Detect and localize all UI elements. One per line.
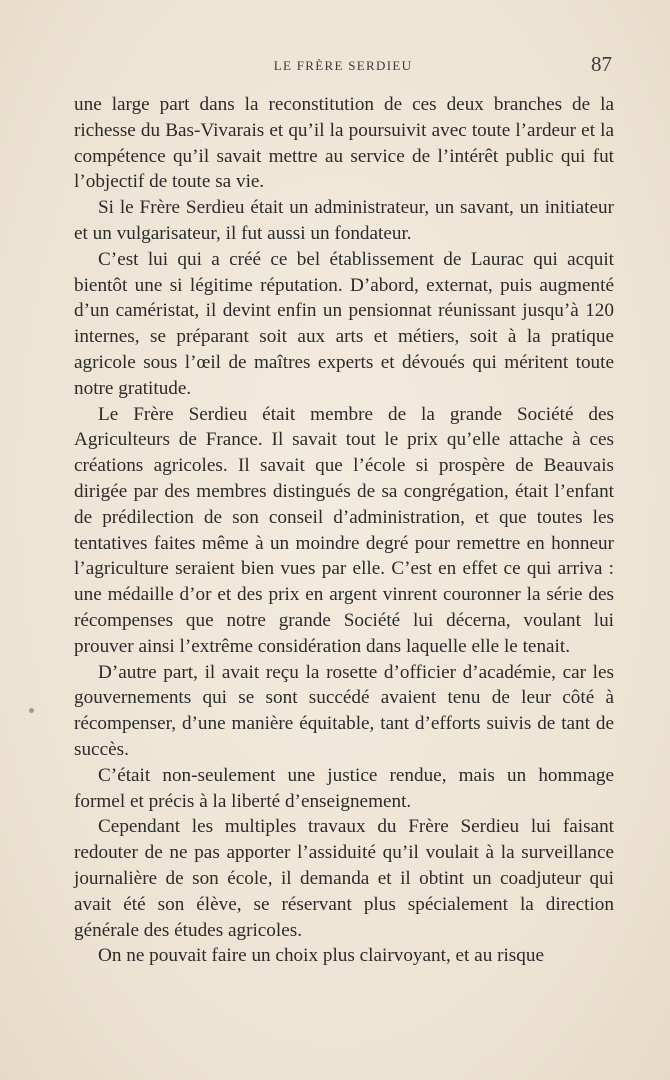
paragraph: D’autre part, il avait reçu la rosette d’officier d’académie, car les gouvernements qui se sont succédé avaient tenu de leur côté à récompenser, d’une manière équitable, tant d’efforts suivis de tant de succès. <box>74 661 614 760</box>
running-title: LE FRÈRE SERDIEU <box>273 58 413 73</box>
page-header <box>74 52 612 82</box>
paragraph: On ne pouvait faire un choix plus clairvoyant, et au risque <box>98 945 544 967</box>
paragraph: Le Frère Serdieu était membre de la grande Société des Agriculteurs de France. Il savait tout le prix qu’elle attache à ces créations agricoles. Il savait que l’école si prospère de Beauvais dirigée par des membres distingués de sa congrégation, était l’enfant de prédilection de son conseil d’administration, et que toutes les tentatives faites même à un moindre degré pour remettre en honneur l’agriculture seraient bien vues par elle. C’est en effet ce qui arriva : une médaille d’or et des prix en argent vinrent couronner la série des récompenses que notre grande Société lui décerna, voulant lui prouver ainsi l’extrême considération dans laquelle elle le tenait. <box>74 403 614 657</box>
paragraph: une large part dans la reconstitution de ces deux branches de la richesse du Bas-Vivarais et qu’il la poursuivit avec toute l’ardeur et la compétence qu’il savait mettre au service de l’intérêt public qui fut l’objectif de toute sa vie. <box>74 94 614 193</box>
paragraph: C’était non-seulement une justice rendue, mais un hommage formel et précis à la liberté d’enseignement. <box>74 764 614 812</box>
paragraph: Cependant les multiples travaux du Frère Serdieu lui faisant redouter de ne pas apporter l’assiduité qu’il voulait à la surveillance journalière de son école, il demanda et il obtint un coadjuteur qui avait été son élève, se réservant plus spécialement la direction générale des études agricoles. <box>74 816 614 941</box>
body-text <box>74 92 614 969</box>
paper-speck <box>29 708 34 713</box>
paragraph: C’est lui qui a créé ce bel établissement de Laurac qui acquit bientôt une si légitime réputation. D’abord, externat, puis augmenté d’un caméristat, il devint enfin un pensionnat réunissant jusqu’à 120 internes, se préparant soit aux arts et métiers, soit à la pratique agricole sous l’œil de maîtres experts et dévoués qui méritent toute notre gratitude. <box>74 248 614 399</box>
page-number: 87 <box>591 52 612 76</box>
paragraph: Si le Frère Serdieu était un administrateur, un savant, un initiateur et un vulgarisateur, il fut aussi un fondateur. <box>74 197 614 244</box>
